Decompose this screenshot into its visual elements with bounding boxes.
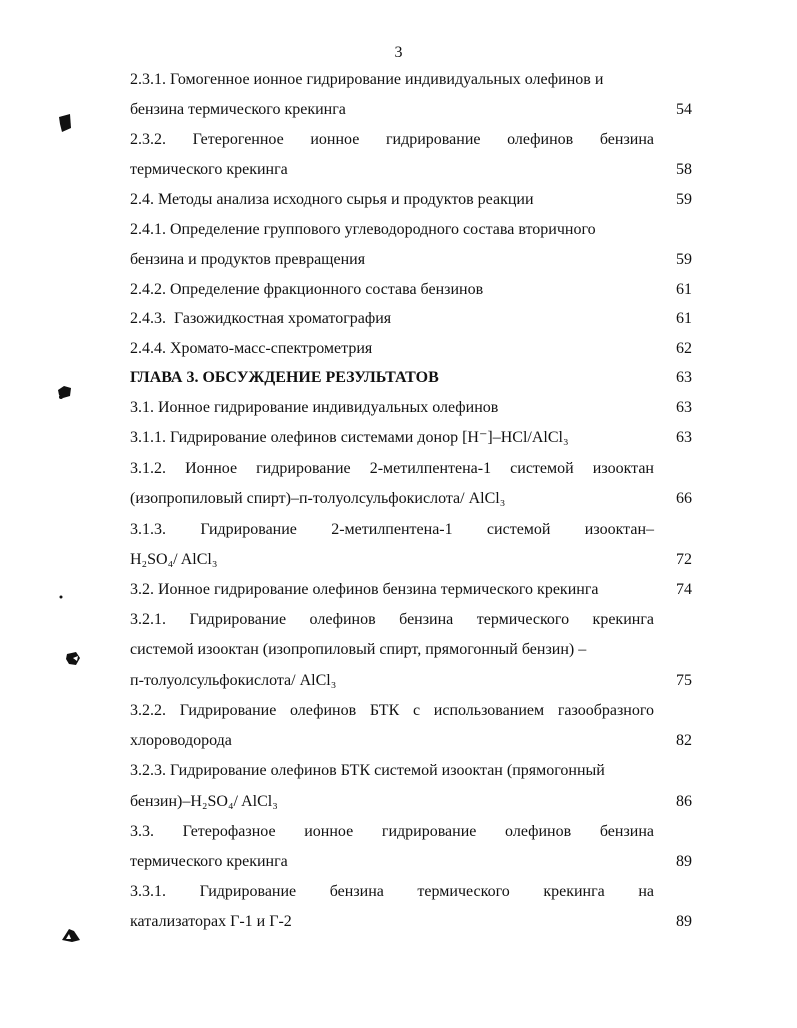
toc-line: катализаторах Г-1 и Г-2 bbox=[130, 913, 292, 930]
toc-line: 2.3.1. Гомогенное ионное гидрирование индивидуальных олефинов и bbox=[130, 71, 604, 88]
toc-page-number: 86 bbox=[676, 793, 692, 810]
toc-page-number: 61 bbox=[676, 281, 692, 298]
scan-mark-icon bbox=[60, 926, 82, 944]
toc-line: бензина и продуктов превращения bbox=[130, 251, 366, 268]
toc-line: бензина термического крекинга bbox=[130, 101, 346, 118]
toc-page-number: 59 bbox=[676, 251, 692, 268]
page-number: 3 bbox=[394, 44, 403, 61]
toc-line: 3.1.1. Гидрирование олефинов системами донор [H⁻]–HCl/AlCl₃ bbox=[130, 429, 569, 446]
toc-line: 3.1.2. Ионное гидрирование 2-метилпентена-1 системой изооктан bbox=[130, 460, 654, 477]
toc-page-number: 63 bbox=[676, 369, 692, 386]
toc-page-number: 54 bbox=[676, 101, 692, 118]
toc-line: 3.3. Гетерофазное ионное гидрирование олефинов бензина bbox=[130, 823, 654, 840]
toc-line: 2.3.2. Гетерогенное ионное гидрирование олефинов бензина bbox=[130, 131, 654, 148]
toc-line: 3.1.3. Гидрирование 2-метилпентена-1 системой изооктан– bbox=[130, 521, 654, 538]
toc-line: H₂SO₄/ AlCl₃ bbox=[130, 551, 218, 568]
toc-page-number: 58 bbox=[676, 161, 692, 178]
scan-mark-icon bbox=[56, 384, 74, 400]
toc-page-number: 89 bbox=[676, 913, 692, 930]
toc-page-number: 89 bbox=[676, 853, 692, 870]
toc-line: 3.2.1. Гидрирование олефинов бензина термического крекинга bbox=[130, 611, 654, 628]
toc-line: 3.1. Ионное гидрирование индивидуальных олефинов bbox=[130, 399, 499, 416]
toc-page-number: 74 bbox=[676, 581, 692, 598]
toc-line: 2.4. Методы анализа исходного сырья и продуктов реакции bbox=[130, 191, 534, 208]
toc-line: 3.2.2. Гидрирование олефинов БТК с использованием газообразного bbox=[130, 702, 654, 719]
toc-line: термического крекинга bbox=[130, 853, 288, 870]
toc-page-number: 63 bbox=[676, 399, 692, 416]
toc-line: бензин)–H₂SO₄/ AlCl₃ bbox=[130, 793, 278, 810]
chapter-heading: ГЛАВА 3. ОБСУЖДЕНИЕ РЕЗУЛЬТАТОВ bbox=[130, 369, 439, 386]
toc-page-number: 62 bbox=[676, 340, 692, 357]
toc-page-number: 63 bbox=[676, 429, 692, 446]
toc-page-number: 59 bbox=[676, 191, 692, 208]
toc-line: 3.2.3. Гидрирование олефинов БТК системой изооктан (прямогонный bbox=[130, 762, 605, 779]
toc-line: 2.4.1. Определение группового углеводородного состава вторичного bbox=[130, 221, 596, 238]
toc-page-number: 66 bbox=[676, 490, 692, 507]
toc-line: 3.3.1. Гидрирование бензина термического крекинга на bbox=[130, 883, 654, 900]
toc-page-number: 61 bbox=[676, 310, 692, 327]
toc-line: (изопропиловый спирт)–п-толуолсульфокислота/ AlCl₃ bbox=[130, 490, 506, 507]
toc-line: термического крекинга bbox=[130, 161, 288, 178]
toc-page-number: 82 bbox=[676, 732, 692, 749]
scan-mark-icon bbox=[56, 112, 74, 134]
scan-mark-icon bbox=[58, 594, 64, 600]
toc-line: 2.4.4. Хромато-масс-спектрометрия bbox=[130, 340, 373, 357]
toc-line: 2.4.3. Газожидкостная хроматография bbox=[130, 310, 392, 327]
toc-page-number: 75 bbox=[676, 672, 692, 689]
toc-page-number: 72 bbox=[676, 551, 692, 568]
toc-line: п-толуолсульфокислота/ AlCl₃ bbox=[130, 672, 337, 689]
toc-line: 3.2. Ионное гидрирование олефинов бензина термического крекинга bbox=[130, 581, 599, 598]
toc-line: системой изооктан (изопропиловый спирт, прямогонный бензин) – bbox=[130, 641, 587, 658]
scan-mark-icon bbox=[64, 650, 82, 668]
toc-line: хлороводорода bbox=[130, 732, 232, 749]
toc-line: 2.4.2. Определение фракционного состава бензинов bbox=[130, 281, 484, 298]
